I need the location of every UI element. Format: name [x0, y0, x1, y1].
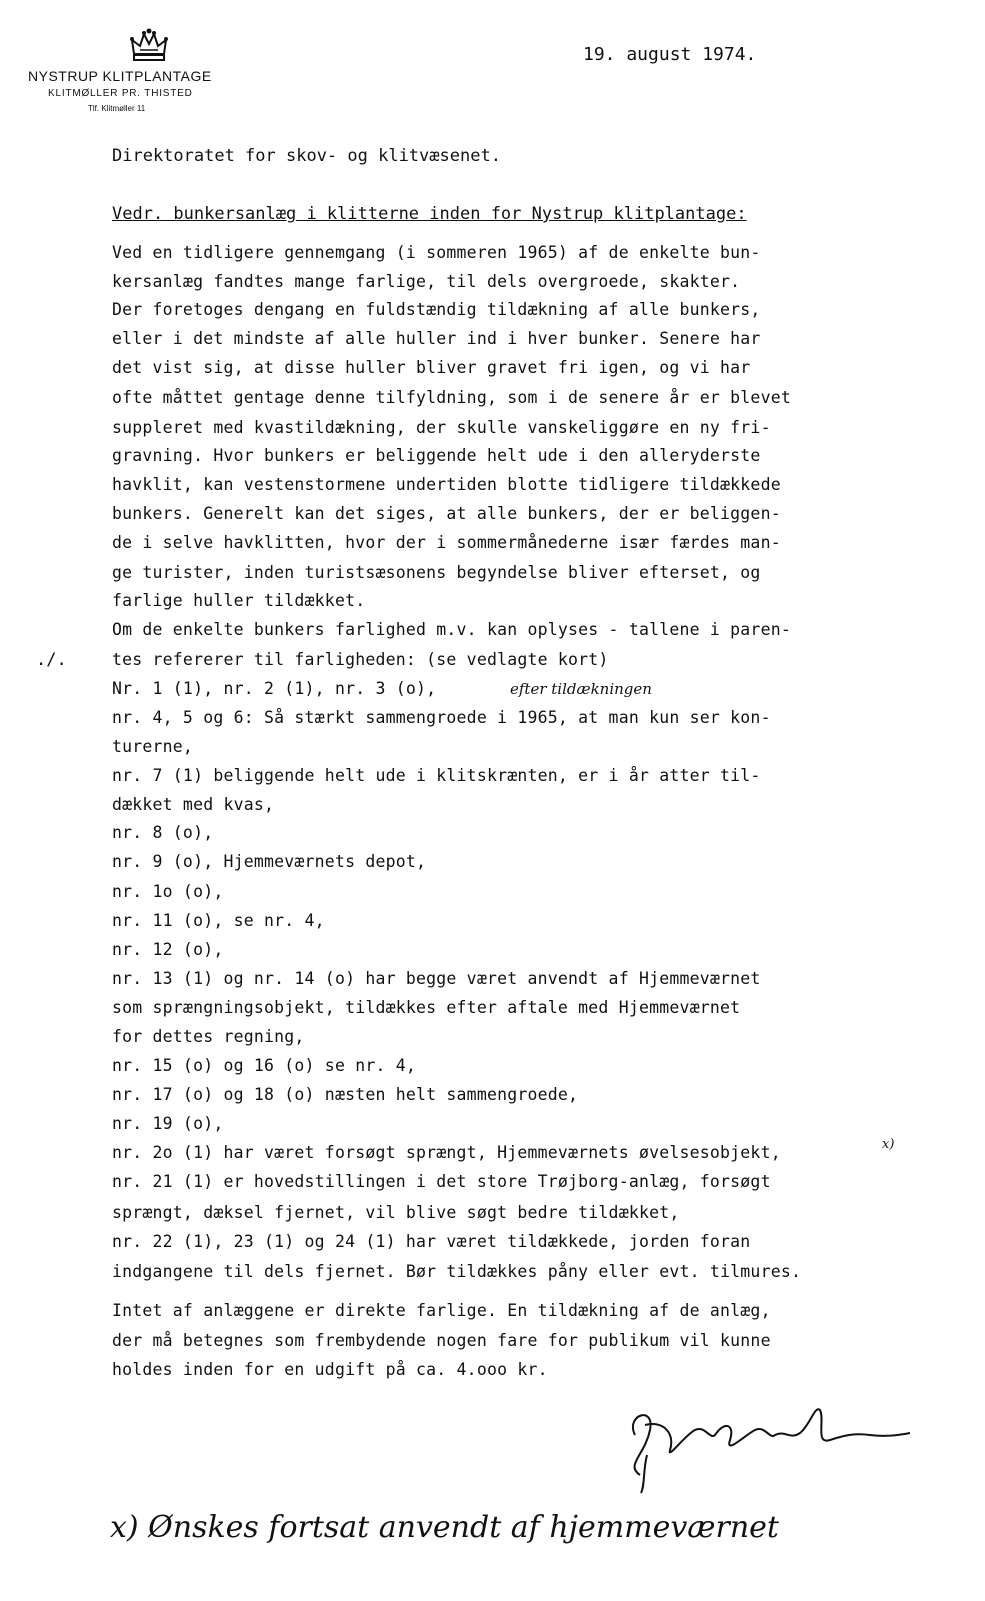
body-line: nr. 8 (o),: [112, 823, 214, 842]
body-line: nr. 17 (o) og 18 (o) næsten helt sammengroede,: [112, 1085, 579, 1104]
body-line: nr. 7 (1) beliggende helt ude i klitskrænten, er i år atter til-: [112, 766, 761, 785]
body-line: ofte måttet gentage denne tilfyldning, som i de senere år er blevet: [112, 388, 791, 407]
body-line: farlige huller tildækket.: [112, 591, 366, 610]
letterhead-name: NYSTRUP KLITPLANTAGE: [28, 68, 212, 84]
body-line: dækket med kvas,: [112, 795, 275, 814]
body-line: bunkers. Generelt kan det siges, at alle bunkers, der er beliggen-: [112, 504, 781, 523]
body-line: nr. 21 (1) er hovedstillingen i det store Trøjborg-anlæg, forsøgt: [112, 1172, 771, 1191]
letter-date: 19. august 1974.: [583, 44, 757, 65]
crown-icon: [128, 28, 170, 64]
body-line: de i selve havklitten, hvor der i sommermånederne især færdes man-: [112, 533, 781, 552]
body-line: nr. 1o (o),: [112, 882, 224, 901]
body-line: ge turister, inden turistsæsonens begyndelse bliver efterset, og: [112, 563, 761, 582]
body-line: holdes inden for en udgift på ca. 4.ooo kr.: [112, 1360, 548, 1379]
body-line: nr. 9 (o), Hjemmeværnets depot,: [112, 852, 427, 871]
body-line: Nr. 1 (1), nr. 2 (1), nr. 3 (o),: [112, 679, 437, 698]
body-line: nr. 2o (1) har været forsøgt sprængt, Hjemmeværnets øvelsesobjekt,: [112, 1143, 781, 1162]
handwritten-footnote: x) Ønskes fortsat anvendt af hjemmeværnet: [110, 1510, 779, 1545]
body-line: nr. 15 (o) og 16 (o) se nr. 4,: [112, 1056, 417, 1075]
body-line: turerne,: [112, 737, 194, 756]
body-line: Der foretoges dengang en fuldstændig tildækning af alle bunkers,: [112, 300, 761, 319]
body-line: nr. 12 (o),: [112, 940, 224, 959]
body-line: indgangene til dels fjernet. Bør tildækkes påny eller evt. tilmures.: [112, 1262, 802, 1281]
body-line: tes refererer til farligheden: (se vedlagte kort): [112, 650, 609, 669]
body-line: suppleret med kvastildækning, der skulle vanskeliggøre en ny fri-: [112, 418, 771, 437]
body-line: nr. 4, 5 og 6: Så stærkt sammengroede i 1965, at man kun ser kon-: [112, 708, 771, 727]
body-line: nr. 19 (o),: [112, 1114, 224, 1133]
body-line: gravning. Hvor bunkers er beliggende helt ude i den alleryderste: [112, 446, 761, 465]
body-line: for dettes regning,: [112, 1027, 305, 1046]
subject-line: Vedr. bunkersanlæg i klitterne inden for Nystrup klitplantage:: [112, 204, 747, 224]
body-line: der må betegnes som frembydende nogen fare for publikum vil kunne: [112, 1331, 771, 1350]
body-line: havklit, kan vestenstormene undertiden blotte tidligere tildækkede: [112, 475, 781, 494]
body-line: eller i det mindste af alle huller ind i hver bunker. Senere har: [112, 329, 761, 348]
letterhead-phone: Tlf. Klitmøller 11: [88, 104, 146, 113]
handwritten-margin-insert: x): [882, 1137, 895, 1152]
recipient: Direktoratet for skov- og klitvæsenet.: [112, 146, 501, 166]
body-line: sprængt, dæksel fjernet, vil blive søgt bedre tildækket,: [112, 1203, 680, 1222]
letterhead-address: KLITMØLLER PR. THISTED: [48, 88, 193, 99]
body-line: Om de enkelte bunkers farlighed m.v. kan oplyses - tallene i paren-: [112, 620, 791, 639]
body-line: nr. 22 (1), 23 (1) og 24 (1) har været tildækkede, jorden foran: [112, 1232, 751, 1251]
signature-icon: [615, 1395, 915, 1495]
body-line: det vist sig, at disse huller bliver gravet fri igen, og vi har: [112, 358, 751, 377]
body-line: nr. 11 (o), se nr. 4,: [112, 911, 325, 930]
margin-mark: ./.: [36, 650, 67, 670]
body-line: nr. 13 (1) og nr. 14 (o) har begge været anvendt af Hjemmeværnet: [112, 969, 761, 988]
handwritten-inline-note: efter tildækningen: [510, 680, 652, 698]
body-line: som sprængningsobjekt, tildækkes efter aftale med Hjemmeværnet: [112, 998, 741, 1017]
body-line: Ved en tidligere gennemgang (i sommeren 1965) af de enkelte bun-: [112, 243, 761, 262]
body-line: Intet af anlæggene er direkte farlige. En tildækning af de anlæg,: [112, 1301, 771, 1320]
body-line: kersanlæg fandtes mange farlige, til dels overgroede, skakter.: [112, 272, 741, 291]
